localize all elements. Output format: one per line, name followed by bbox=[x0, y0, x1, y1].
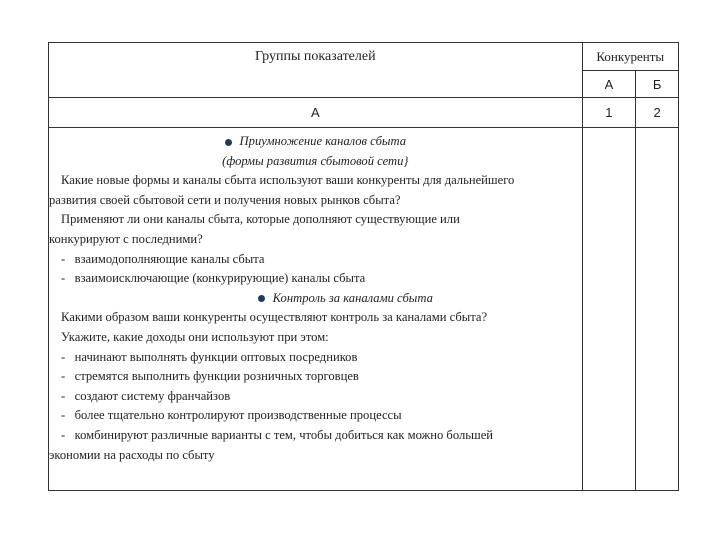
index-b: 2 bbox=[636, 98, 679, 128]
groups-header: Группы показателей bbox=[49, 43, 583, 98]
heading-text: Контроль за каналами сбыта bbox=[272, 290, 433, 305]
col-b-header: Б bbox=[636, 71, 679, 98]
heading-subtitle: (формы развития сбытовой сети} bbox=[222, 153, 409, 168]
list-item: - начинают выполнять функции оптовых посредников bbox=[61, 349, 358, 364]
bullet-icon bbox=[225, 139, 232, 146]
heading-control bbox=[49, 289, 582, 309]
text-line: Какими образом ваши конкуренты осуществляют контроль за каналами сбыта? bbox=[61, 310, 488, 325]
competitor-a-cell bbox=[582, 128, 636, 491]
index-left: А bbox=[49, 98, 583, 128]
text-line: Какие новые формы и каналы сбыта используют ваши конкуренты для дальнейшего bbox=[61, 173, 515, 188]
text-line: конкурируют с последними? bbox=[49, 231, 203, 246]
text-line: развития своей сбытовой сети и получения новых рынков сбыта? bbox=[49, 192, 401, 207]
text-line: Укажите, какие доходы они используют при этом: bbox=[61, 329, 329, 344]
list-item: - комбинируют различные варианты с тем, чтобы добиться как можно большей bbox=[61, 427, 494, 442]
competitor-b-cell bbox=[636, 128, 679, 491]
competitors-header: Конкуренты bbox=[582, 43, 678, 71]
list-item: - взаимоисключающие (конкурирующие) каналы сбыта bbox=[61, 271, 366, 286]
heading-text: Приумножение каналов сбыта bbox=[239, 134, 407, 148]
list-item: - взаимодополняющие каналы сбыта bbox=[61, 251, 265, 266]
heading-multiplication bbox=[49, 132, 582, 152]
col-a-header: А bbox=[582, 71, 636, 98]
index-a: 1 bbox=[582, 98, 636, 128]
list-item: - более тщательно контролируют производственные процессы bbox=[61, 408, 402, 423]
list-item: - стремятся выполнить функции розничных торговцев bbox=[61, 369, 359, 384]
competitor-analysis-table bbox=[48, 42, 679, 491]
list-item: - создают систему франчайзов bbox=[61, 388, 231, 403]
text-line: Применяют ли они каналы сбыта, которые дополняют существующие или bbox=[61, 212, 460, 227]
indicators-cell bbox=[49, 128, 583, 491]
bullet-icon bbox=[258, 295, 265, 302]
text-line: экономии на расходы по сбыту bbox=[49, 447, 215, 462]
